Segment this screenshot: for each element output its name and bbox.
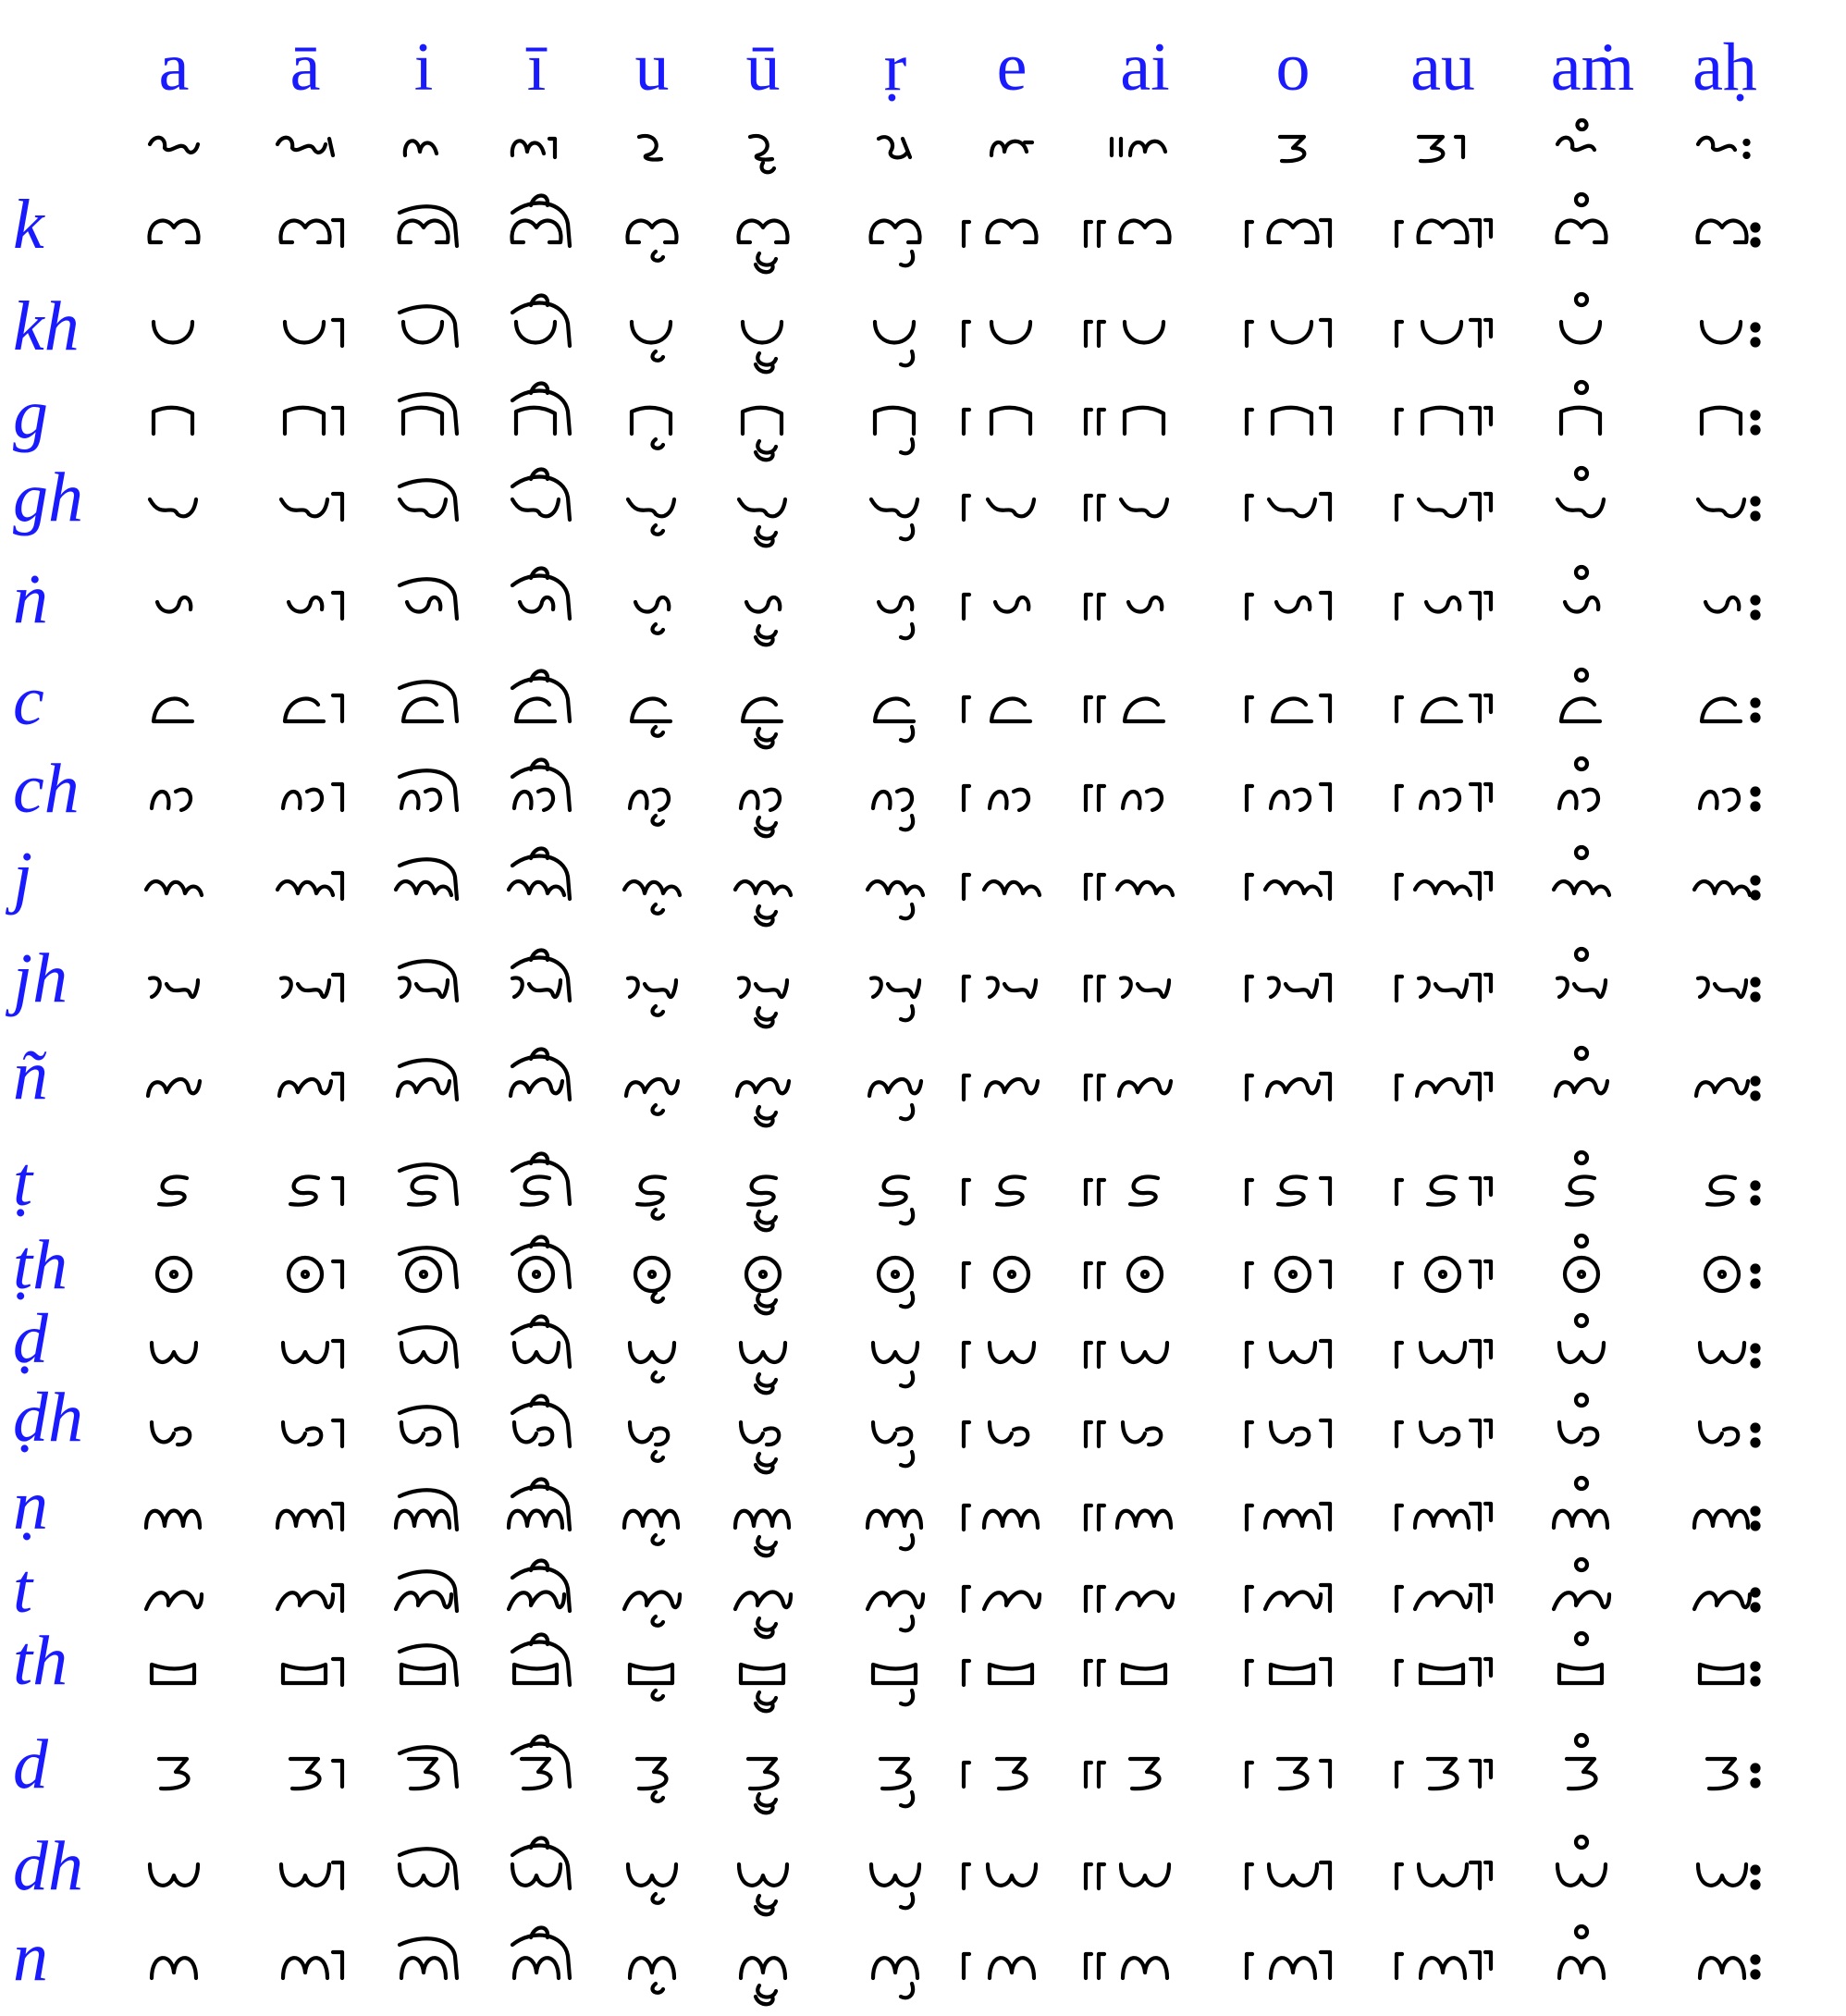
consonant-k-glyph xyxy=(1224,182,1362,284)
consonant-gh-glyph xyxy=(1076,456,1214,558)
consonant-k-glyph xyxy=(105,182,243,284)
consonant-k-glyph xyxy=(1076,182,1214,284)
consonant-kh-glyph xyxy=(1373,282,1512,384)
consonant-j-glyph xyxy=(694,835,832,937)
consonant-n-glyph xyxy=(694,1914,832,2016)
consonant-jh-glyph xyxy=(1224,937,1362,1039)
consonant-dh-glyph xyxy=(942,1825,1081,1926)
consonant-ch-glyph xyxy=(1653,746,1791,848)
consonant-ng-glyph xyxy=(942,555,1081,657)
consonant-th-glyph xyxy=(1076,1621,1214,1723)
consonant-jh-glyph xyxy=(1076,937,1214,1039)
row-label-ddh: ḍh xyxy=(13,1379,83,1457)
row-label-t: t xyxy=(13,1550,33,1628)
consonant-jh-glyph xyxy=(694,937,832,1039)
row-label-tth: ṭh xyxy=(13,1226,68,1304)
consonant-n-glyph xyxy=(1653,1914,1791,2016)
vowel-header: o xyxy=(1275,30,1311,105)
row-label-c: c xyxy=(13,662,44,740)
consonant-ch-glyph xyxy=(105,746,243,848)
consonant-ny-glyph xyxy=(1076,1036,1214,1137)
consonant-dh-glyph xyxy=(105,1825,243,1926)
vowel-ah-glyph xyxy=(1667,106,1778,190)
vowel-r-glyph xyxy=(840,106,951,190)
consonant-th-glyph xyxy=(1373,1621,1512,1723)
consonant-c-glyph xyxy=(1512,658,1651,759)
vowel-header: au xyxy=(1410,30,1475,105)
row-label-k: k xyxy=(13,186,44,264)
consonant-jh-glyph xyxy=(105,937,243,1039)
consonant-d-glyph xyxy=(694,1723,832,1825)
vowel-au-glyph xyxy=(1387,106,1498,190)
consonant-k-glyph xyxy=(1512,182,1651,284)
consonant-n-glyph xyxy=(1512,1914,1651,2016)
row-label-ny: ñ xyxy=(13,1037,48,1114)
consonant-kh-glyph xyxy=(1076,282,1214,384)
row-label-ng: ṅ xyxy=(13,560,48,638)
consonant-kh-glyph xyxy=(694,282,832,384)
consonant-ng-glyph xyxy=(1076,555,1214,657)
consonant-jh-glyph xyxy=(1373,937,1512,1039)
consonant-c-glyph xyxy=(105,658,243,759)
consonant-ng-glyph xyxy=(694,555,832,657)
consonant-j-glyph xyxy=(1653,835,1791,937)
consonant-th-glyph xyxy=(694,1621,832,1723)
vowel-header: ū xyxy=(745,30,781,105)
consonant-ny-glyph xyxy=(1653,1036,1791,1137)
consonant-gh-glyph xyxy=(1373,456,1512,558)
vowel-header: aḥ xyxy=(1692,30,1757,105)
consonant-j-glyph xyxy=(1512,835,1651,937)
consonant-n-glyph xyxy=(1076,1914,1214,2016)
row-label-n: n xyxy=(13,1918,48,1996)
consonant-kh-glyph xyxy=(1653,282,1791,384)
vowel-ai-glyph xyxy=(1089,106,1200,190)
vowel-o-glyph xyxy=(1237,106,1348,190)
consonant-jh-glyph xyxy=(942,937,1081,1039)
consonant-n-glyph xyxy=(105,1914,243,2016)
row-label-tt: ṭ xyxy=(13,1143,33,1221)
consonant-c-glyph xyxy=(1373,658,1512,759)
row-label-dd: ḍ xyxy=(13,1300,48,1378)
consonant-d-glyph xyxy=(1653,1723,1791,1825)
consonant-j-glyph xyxy=(1224,835,1362,937)
consonant-ny-glyph xyxy=(942,1036,1081,1137)
consonant-ch-glyph xyxy=(1373,746,1512,848)
consonant-ch-glyph xyxy=(1512,746,1651,848)
consonant-ng-glyph xyxy=(1512,555,1651,657)
consonant-dh-glyph xyxy=(694,1825,832,1926)
consonant-dh-glyph xyxy=(1076,1825,1214,1926)
consonant-d-glyph xyxy=(942,1723,1081,1825)
vowel-u-glyph xyxy=(597,106,708,190)
row-label-kh: kh xyxy=(13,288,80,365)
consonant-th-glyph xyxy=(1512,1621,1651,1723)
consonant-c-glyph xyxy=(1653,658,1791,759)
consonant-ch-glyph xyxy=(694,746,832,848)
vowel-header: i xyxy=(413,30,434,105)
consonant-ny-glyph xyxy=(694,1036,832,1137)
consonant-kh-glyph xyxy=(942,282,1081,384)
consonant-ny-glyph xyxy=(105,1036,243,1137)
consonant-th-glyph xyxy=(1224,1621,1362,1723)
consonant-d-glyph xyxy=(1076,1723,1214,1825)
consonant-k-glyph xyxy=(1373,182,1512,284)
consonant-j-glyph xyxy=(1373,835,1512,937)
row-label-gh: gh xyxy=(13,459,83,536)
consonant-kh-glyph xyxy=(1512,282,1651,384)
consonant-kh-glyph xyxy=(1224,282,1362,384)
consonant-ch-glyph xyxy=(1076,746,1214,848)
consonant-n-glyph xyxy=(942,1914,1081,2016)
consonant-dh-glyph xyxy=(1373,1825,1512,1926)
consonant-kh-glyph xyxy=(105,282,243,384)
consonant-c-glyph xyxy=(1076,658,1214,759)
row-label-dh: dh xyxy=(13,1827,83,1905)
vowel-uu-glyph xyxy=(708,106,818,190)
consonant-gh-glyph xyxy=(1512,456,1651,558)
consonant-dh-glyph xyxy=(1512,1825,1651,1926)
consonant-th-glyph xyxy=(1653,1621,1791,1723)
consonant-n-glyph xyxy=(1373,1914,1512,2016)
vowel-header: ai xyxy=(1120,30,1170,105)
consonant-j-glyph xyxy=(1076,835,1214,937)
consonant-j-glyph xyxy=(105,835,243,937)
consonant-k-glyph xyxy=(694,182,832,284)
consonant-c-glyph xyxy=(694,658,832,759)
consonant-d-glyph xyxy=(1224,1723,1362,1825)
consonant-k-glyph xyxy=(1653,182,1791,284)
vowel-i-glyph xyxy=(368,106,479,190)
vowel-header: e xyxy=(996,30,1028,105)
consonant-jh-glyph xyxy=(1653,937,1791,1039)
consonant-d-glyph xyxy=(1512,1723,1651,1825)
consonant-gh-glyph xyxy=(105,456,243,558)
consonant-j-glyph xyxy=(942,835,1081,937)
vowel-header: ī xyxy=(526,30,547,105)
consonant-ng-glyph xyxy=(105,555,243,657)
row-label-ch: ch xyxy=(13,750,80,828)
consonant-k-glyph xyxy=(942,182,1081,284)
row-label-nn: ṇ xyxy=(13,1467,48,1544)
vowel-a-glyph xyxy=(118,106,229,190)
consonant-ch-glyph xyxy=(942,746,1081,848)
vowel-header: ā xyxy=(289,30,321,105)
consonant-ny-glyph xyxy=(1224,1036,1362,1137)
consonant-d-glyph xyxy=(105,1723,243,1825)
vowel-header: ṛ xyxy=(883,30,907,105)
consonant-th-glyph xyxy=(105,1621,243,1723)
vowel-ii-glyph xyxy=(481,106,592,190)
consonant-gh-glyph xyxy=(942,456,1081,558)
consonant-ch-glyph xyxy=(1224,746,1362,848)
row-label-j: j xyxy=(13,838,33,916)
vowel-aa-glyph xyxy=(250,106,361,190)
consonant-ng-glyph xyxy=(1653,555,1791,657)
consonant-ny-glyph xyxy=(1373,1036,1512,1137)
consonant-th-glyph xyxy=(942,1621,1081,1723)
row-label-d: d xyxy=(13,1726,48,1803)
consonant-dh-glyph xyxy=(1224,1825,1362,1926)
consonant-d-glyph xyxy=(1373,1723,1512,1825)
consonant-jh-glyph xyxy=(1512,937,1651,1039)
vowel-header: aṁ xyxy=(1550,30,1635,105)
vowel-am-glyph xyxy=(1526,106,1637,190)
consonant-ny-glyph xyxy=(1512,1036,1651,1137)
consonant-ng-glyph xyxy=(1224,555,1362,657)
vowel-header: a xyxy=(158,30,190,105)
consonant-c-glyph xyxy=(942,658,1081,759)
row-label-jh: jh xyxy=(13,940,68,1017)
consonant-ng-glyph xyxy=(1373,555,1512,657)
consonant-gh-glyph xyxy=(694,456,832,558)
row-label-th: th xyxy=(13,1622,68,1700)
consonant-dh-glyph xyxy=(1653,1825,1791,1926)
consonant-gh-glyph xyxy=(1653,456,1791,558)
consonant-n-glyph xyxy=(1224,1914,1362,2016)
consonant-c-glyph xyxy=(1224,658,1362,759)
row-label-g: g xyxy=(13,375,48,453)
consonant-gh-glyph xyxy=(1224,456,1362,558)
vowel-header: u xyxy=(634,30,670,105)
vowel-e-glyph xyxy=(956,106,1067,190)
